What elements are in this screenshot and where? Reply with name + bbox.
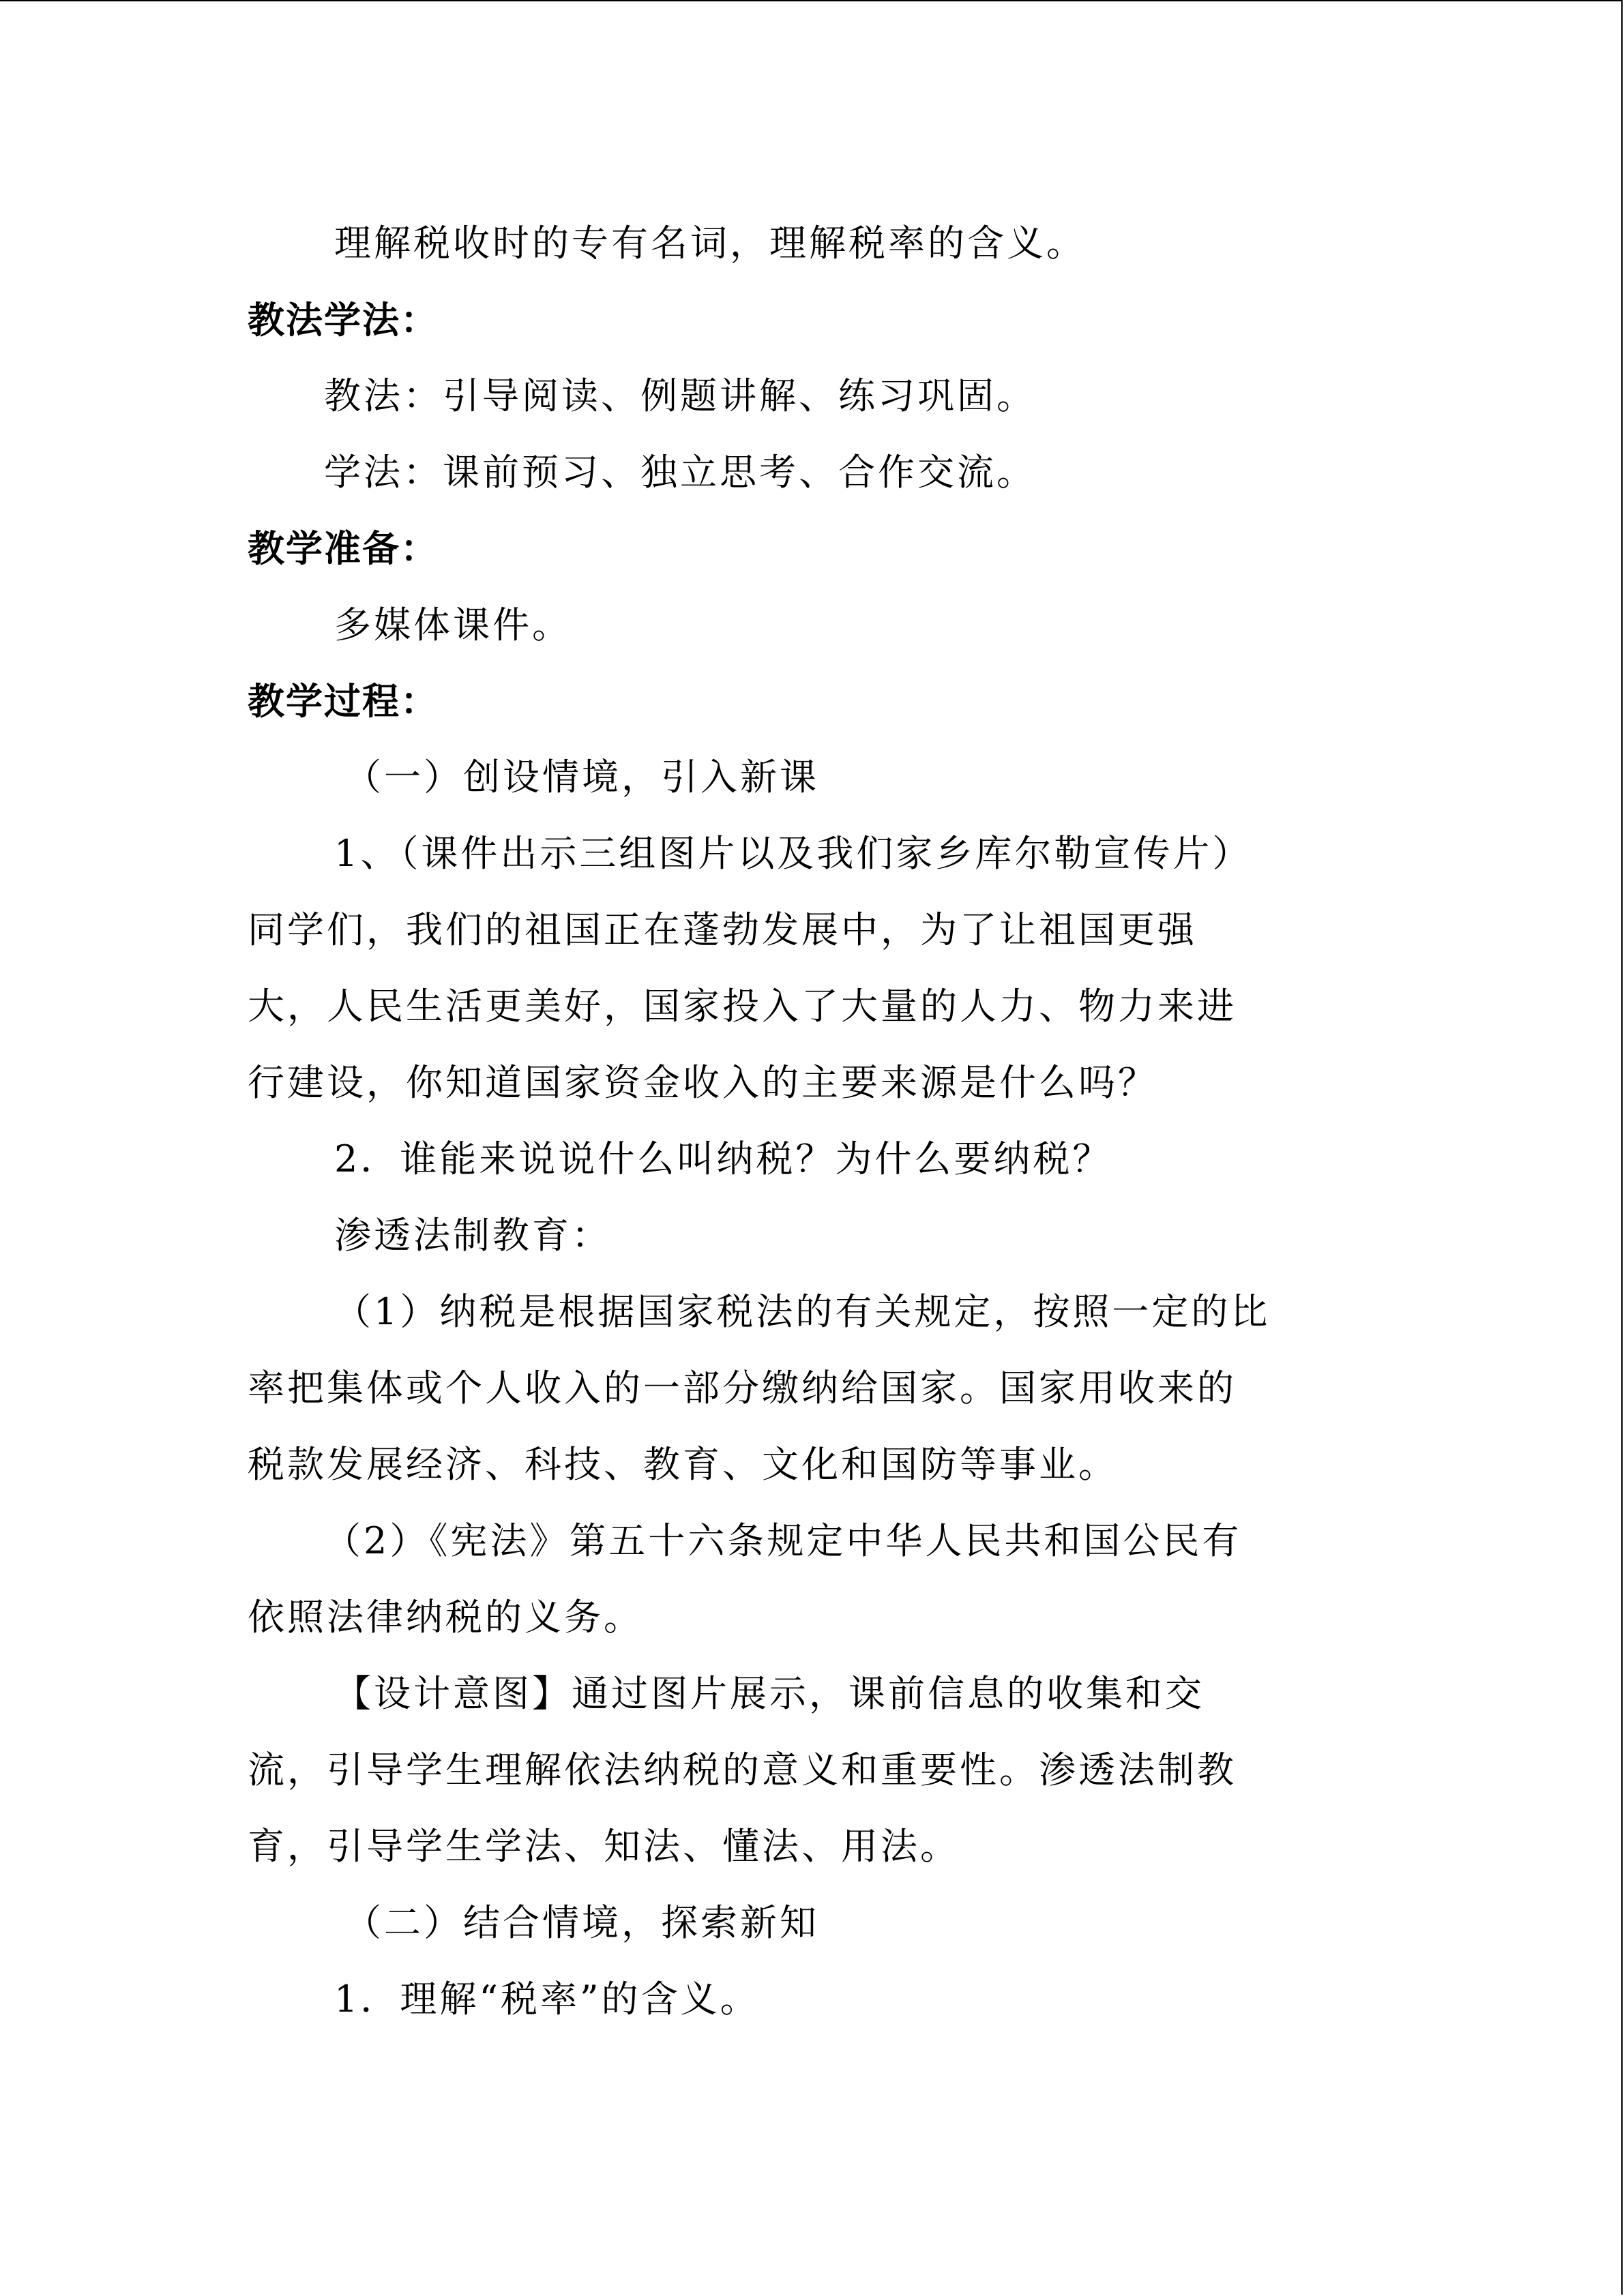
learning-method-text: 学法：课前预习、独立思考、合作交流。 <box>324 451 1036 494</box>
paragraph-line: 育，引导学生学法、知法、懂法、用法。 <box>248 1825 960 1868</box>
paragraph-line: 大，人民生活更美好，国家投入了大量的人力、物力来进 <box>248 985 1237 1028</box>
paragraph-line: （2）《宪法》第五十六条规定中华人民共和国公民有 <box>324 1519 1242 1562</box>
paragraph-line: 2．谁能来说说什么叫纳税？为什么要纳税？ <box>334 1137 1112 1180</box>
paragraph-line: 同学们，我们的祖国正在蓬勃发展中，为了让祖国更强 <box>248 908 1197 951</box>
paragraph-line: 【设计意图】通过图片展示，课前信息的收集和交 <box>334 1672 1205 1715</box>
goal-text: 理解税收时的专有名词，理解税率的含义。 <box>334 222 1086 265</box>
paragraph-line: 渗透法制教育： <box>334 1214 611 1257</box>
paragraph-line: 流，引导学生理解依法纳税的意义和重要性。渗透法制教 <box>248 1748 1237 1791</box>
teaching-method-text: 教法：引导阅读、例题讲解、练习巩固。 <box>324 374 1036 417</box>
paragraph-line: 税款发展经济、科技、教育、文化和国防等事业。 <box>248 1443 1118 1486</box>
section-heading-methods: 教法学法： <box>248 299 439 342</box>
paragraph-line: 1．理解“税率”的含义。 <box>334 1978 760 2021</box>
subsection-heading-2: （二）结合情境，探索新知 <box>344 1901 819 1944</box>
paragraph-line: 率把集体或个人收入的一部分缴纳给国家。国家用收来的 <box>248 1367 1237 1410</box>
paragraph-line: （1）纳税是根据国家税法的有关规定，按照一定的比 <box>334 1290 1271 1333</box>
section-heading-process: 教学过程： <box>248 680 439 723</box>
preparation-text: 多媒体课件。 <box>334 603 572 646</box>
paragraph-line: 依照法律纳税的义务。 <box>248 1596 643 1639</box>
paragraph-line: 1、（课件出示三组图片以及我们家乡库尔勒宣传片） <box>334 832 1252 875</box>
paragraph-line: 行建设，你知道国家资金收入的主要来源是什么吗？ <box>248 1061 1157 1104</box>
section-heading-preparation: 教学准备： <box>248 527 439 570</box>
subsection-heading-1: （一）创设情境，引入新课 <box>344 756 819 799</box>
